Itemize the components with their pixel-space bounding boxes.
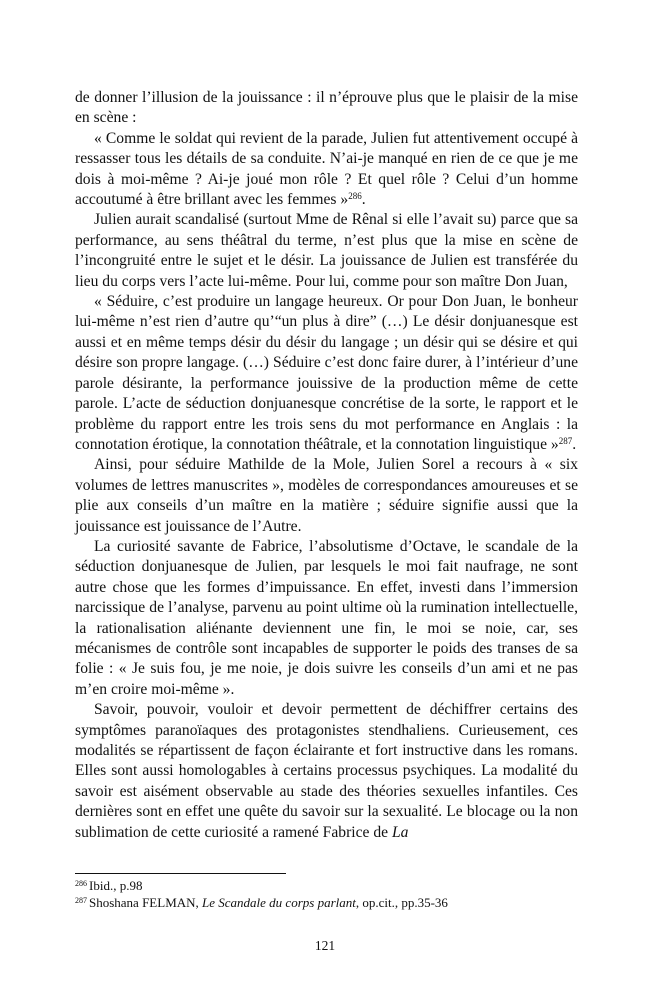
paragraph-4: La curiosité savante de Fabrice, l’absolutisme d’Octave, le scandale de la séduction donjuanesque de Julien, par lesquels le moi fait naufrage, ne sont autre chose que les formes d’impuissance. En effet, investi dans l’immersion narcissique de l’analyse, parvenu au point ultime où la rumination intellectuelle, la rationalisation aliénante deviennent une fin, le moi se noie, car, ses mécanismes de contrôle sont incapables de supporter le poids des transes de sa folie : « Je suis fou, je me noie, je dois suivre les conseils d’un ami et ne pas m’en croire moi-même ». — [75, 537, 578, 698]
page-number: 121 — [314, 938, 336, 953]
quote-text: « Comme le soldat qui revient de la parade, Julien fut attentivement occupé à ressasser tous les détails de sa conduite. N’ai-je manqué en rien de ce que je me dois à moi-même ? Ai-je joué mon rôle ? Et quel rôle ? Celui d’un homme accoutumé à être brillant avec les femmes » — [75, 129, 578, 209]
footnote-rest: , op.cit., pp.35-36 — [355, 894, 448, 910]
footnote-ref-286[interactable]: 286 — [348, 191, 362, 202]
footnote-text: Ibid., p.98 — [89, 878, 143, 893]
page-body — [75, 88, 578, 843]
footnote-287 — [75, 895, 578, 912]
footnote-number: 287 — [75, 895, 87, 905]
italic-title-start: La — [391, 823, 409, 841]
footnotes — [75, 878, 578, 911]
footnote-number: 286 — [75, 879, 87, 888]
footnote-author: Shoshana FELMAN, — [89, 894, 203, 910]
footnote-ref-287[interactable]: 287 — [558, 435, 573, 446]
footnote-title: Le Scandale du corps parlant — [202, 894, 356, 910]
paragraph-text: Savoir, pouvoir, vouloir et devoir permettent de déchiffrer certains des symptômes paranoïaques des protagonistes stendhaliens. Curieusement, ces modalités se répartissent de façon éclairante et fort instructive dans les romans. Elles sont aussi homologables à certains processus psychiques. La modalité du savoir est aisément observable au stade des théories sexuelles infantiles. Ces dernières sont en effet une quête du savoir sur la sexualité. Le blocage ou la non sublimation de cette curiosité a ramené Fabrice de — [75, 701, 578, 841]
paragraph-2: Julien aurait scandalisé (surtout Mme de Rênal si elle l’avait su) parce que sa performance, au sens théâtral du terme, n’est plus que la mise en scène de l’incongruité entre le sujet et le désir. La jouissance de Julien est transférée du lieu du corps vers l’acte lui-même. Pour lui, comme pour son maître Don Juan, — [75, 211, 578, 290]
paragraph-1: de donner l’illusion de la jouissance : il n’éprouve plus que le plaisir de la mise en scène : — [75, 89, 578, 127]
quote-felman — [75, 292, 578, 455]
paragraph-3: Ainsi, pour séduire Mathilde de la Mole, Julien Sorel a recours à « six volumes de lettres manuscrites », modèles de correspondances amoureuses et se plie aux conseils d’un maître en la matière ; séduire signifie aussi que la jouissance est jouissance de l’Autre. — [75, 456, 578, 535]
footnote-286 — [75, 878, 578, 895]
quote-end: . — [361, 191, 366, 209]
paragraph-5 — [75, 700, 578, 843]
footnote-separator — [75, 873, 286, 874]
quote-stendhal — [75, 129, 578, 211]
quote-text: « Séduire, c’est produire un langage heureux. Or pour Don Juan, le bonheur lui-même n’est rien d’autre qu’“un plus à dire” (…) Le désir donjuanesque est aussi et en même temps désir du désir du langage ; un désir qui se désire et qui désire son propre langage. (…) Séduire c’est donc faire durer, à l’intérieur d’une parole désirante, la performance jouissive de la production même de cette parole. L’acte de séduction donjuanesque concrétise de la sorte, le rapport et le problème du rapport entre les trois sens du mot performance en Anglais : la connotation érotique, la connotation théâtrale, et la connotation linguistique » — [75, 293, 578, 453]
quote-end: . — [572, 435, 577, 453]
